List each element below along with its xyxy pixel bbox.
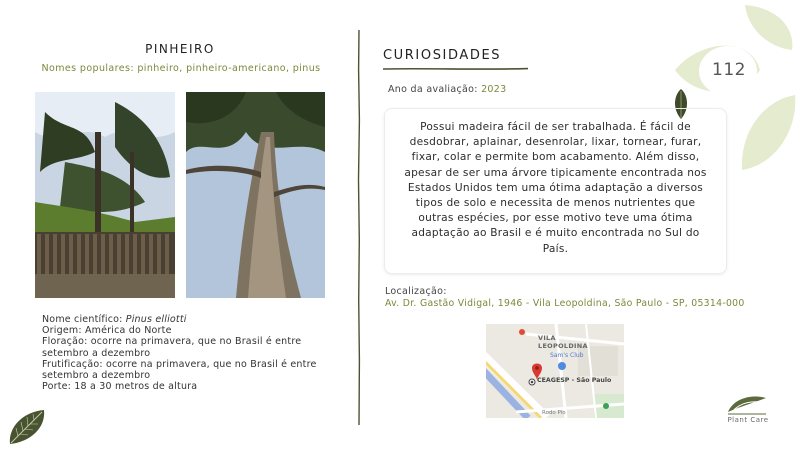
heading-underline — [383, 67, 528, 71]
size: Porte: 18 a 30 metros de altura — [42, 381, 198, 393]
scientific-label: Nome científico: — [42, 314, 126, 325]
map-street-label: Rodo Pio — [542, 410, 566, 416]
tree-photo-1 — [35, 92, 175, 298]
location-map[interactable] — [486, 324, 624, 418]
tree-photo-2 — [186, 92, 325, 298]
popular-names: Nomes populares: pinheiro, pinheiro-americano, pinus — [41, 63, 321, 74]
page-number: 112 — [712, 60, 746, 80]
plant-care-logo-icon — [726, 392, 768, 416]
logo-name: Plant Care — [727, 416, 769, 424]
map-store-label: Sam's Club — [550, 352, 584, 359]
flowering: Floração: ocorre na primavera, que no Brasil é entre setembro a dezembro — [42, 336, 302, 359]
location-address: Av. Dr. Gastão Vidigal, 1946 - Vila Leopoldina, São Paulo - SP, 05314-000 — [385, 298, 745, 309]
plant-details — [42, 314, 332, 392]
year-value: 2023 — [481, 84, 507, 95]
year-label: Ano da avaliação: — [388, 84, 482, 95]
curiosities-heading: CURIOSIDADES — [383, 48, 502, 63]
plant-title: PINHEIRO — [145, 42, 215, 56]
scientific-value: Pinus elliotti — [125, 314, 187, 325]
map-pin-label: CEAGESP - São Paulo — [537, 377, 612, 384]
vertical-divider — [357, 30, 361, 425]
map-district-label: VILA LEOPOLDINA — [538, 334, 588, 350]
scientific-name — [42, 314, 332, 325]
origin: Origem: América do Norte — [42, 325, 172, 337]
curiosities-text: Possui madeira fácil de ser trabalhada. É fácil de desdobrar, aplainar, desenrolar, lixar, tornear, furar, fixar, colar e permite bom acabamento. Além disso, apesar de ser uma árvore tipicamente encontrada nos Estados Unidos tem uma ótima adaptação a diversos tipos de solo e necessita de menos nutrientes que outras espécies, por esse motivo teve uma ótima adaptação ao Brasil e é muito encontrada no Sul do País. — [384, 108, 727, 274]
fruiting: Frutificação: ocorre na primavera, que no Brasil é entre setembro a dezembro — [42, 358, 317, 382]
leaf-bottom-left-icon — [6, 406, 48, 446]
location-label: Localização: — [385, 286, 447, 297]
evaluation-year — [388, 84, 506, 95]
